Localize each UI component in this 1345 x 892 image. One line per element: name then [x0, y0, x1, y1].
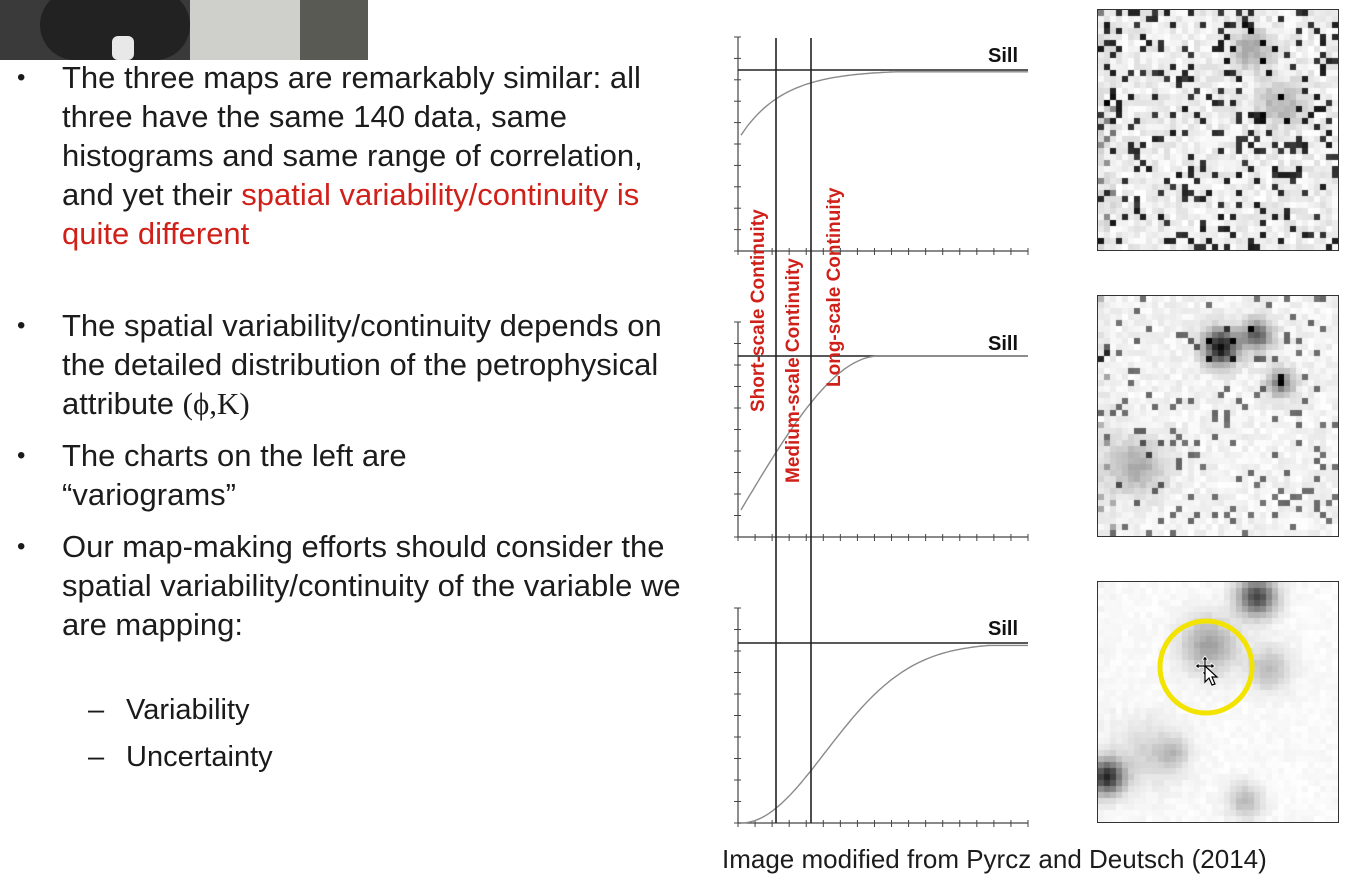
sill-label-3: Sill	[988, 618, 1019, 640]
sub-marker: –	[88, 741, 105, 773]
bullet-text-main: The spatial variability/continuity depends on the detailed distribution of the petrophysical attribute	[62, 308, 662, 421]
bullet-marker: •	[17, 442, 26, 469]
sub-marker: –	[88, 694, 105, 726]
realization-map-2	[1097, 295, 1339, 537]
long-scale-label: Long-scale Continuity	[824, 187, 845, 387]
figure-caption: Image modified from Pyrcz and Deutsch (2014)	[722, 844, 1267, 874]
variogram-curve	[741, 72, 1028, 135]
sill-label-2: Sill	[988, 333, 1019, 355]
bullet-text: Our map-making efforts should consider the spatial variability/continuity of the variable we are mapping:	[62, 529, 681, 642]
realization-map-1	[1097, 9, 1339, 251]
bullet-marker: •	[17, 312, 26, 339]
sub-text: Uncertainty	[126, 741, 273, 773]
move-cursor-icon	[1195, 656, 1217, 685]
sub-text: Variability	[126, 694, 250, 726]
medium-scale-label: Medium-scale Continuity	[783, 258, 804, 483]
bullet-text-main: The three maps are remarkably similar: all three have the same 140 data, same histograms and same range of correlation, and yet their	[62, 60, 643, 212]
bullet-text: The charts on the left are “variograms”	[62, 438, 407, 512]
sill-label-1: Sill	[988, 45, 1019, 67]
variogram-curve	[741, 645, 1028, 823]
bullet-marker: •	[17, 533, 26, 560]
cursor-highlight	[1151, 612, 1261, 722]
bullet-formula: (ϕ,K)	[182, 386, 250, 421]
short-scale-label: Short-scale Continuity	[748, 209, 769, 412]
bullet-text-highlight: spatial variability/continuity is quite different	[62, 177, 640, 251]
bullet-marker: •	[17, 64, 26, 91]
